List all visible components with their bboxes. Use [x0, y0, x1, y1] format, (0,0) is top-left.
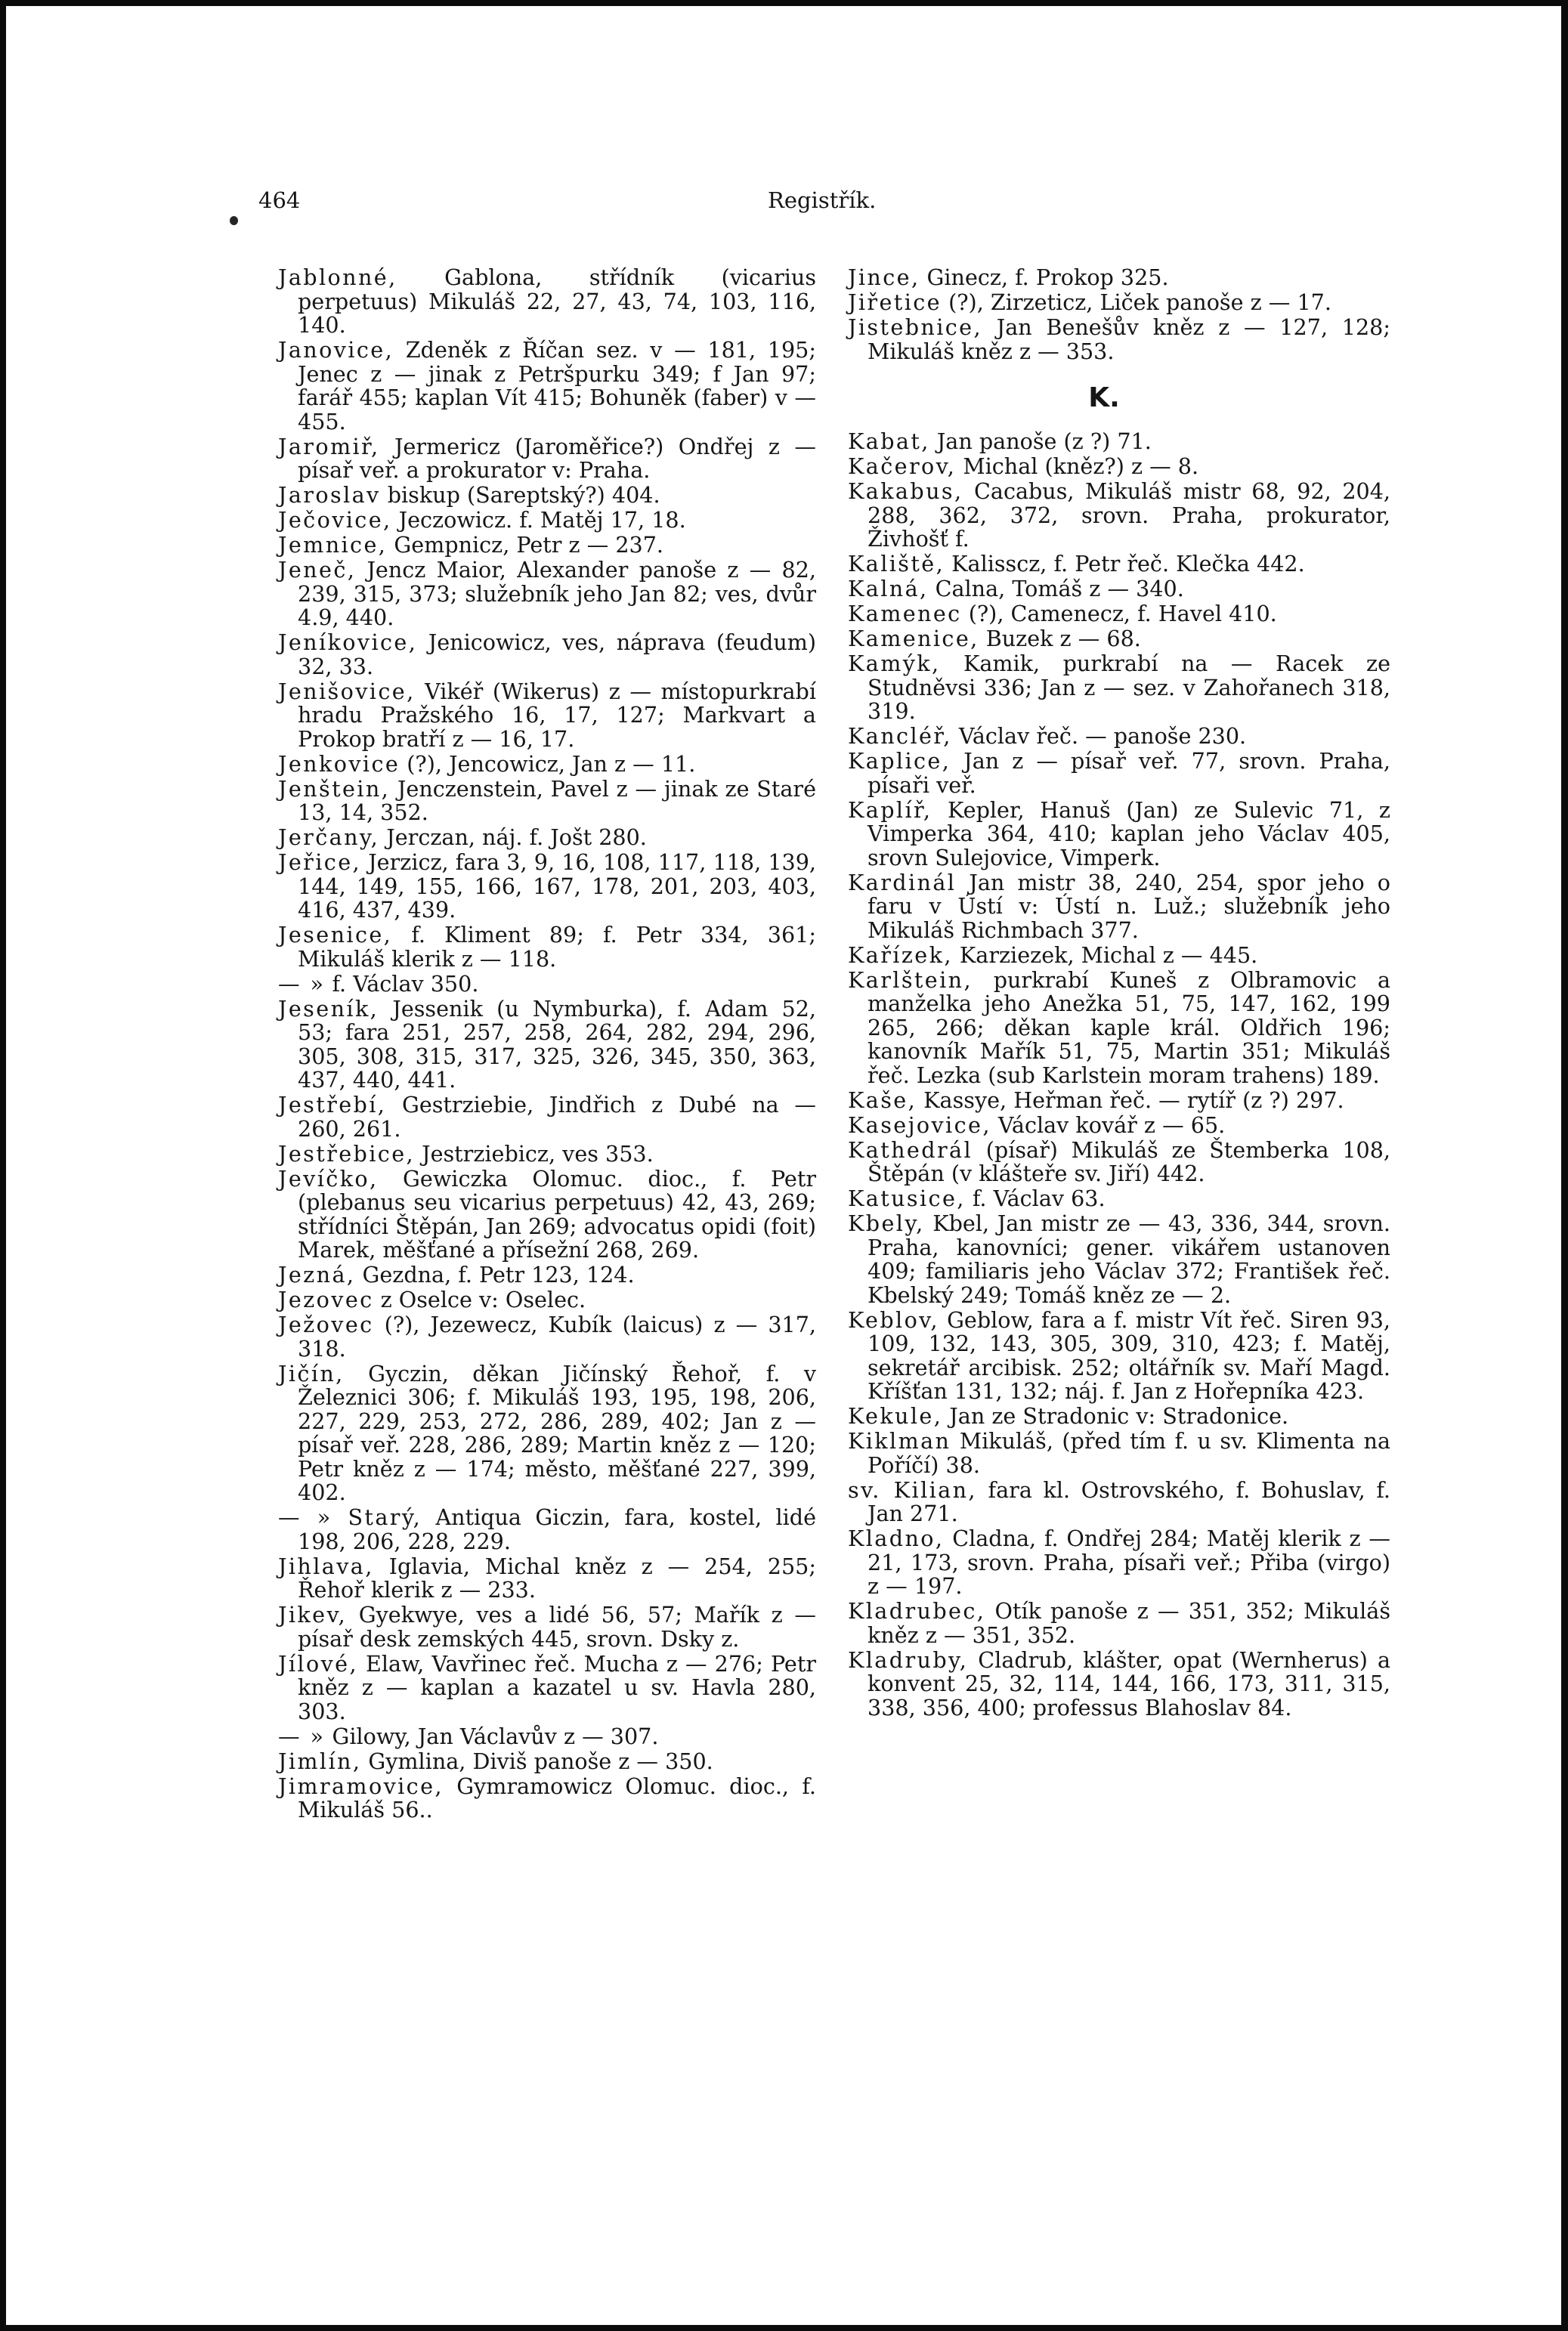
- entry-text: Jenczenstein, Pavel z — jinak ze Staré 13, 14, 352.: [298, 775, 816, 825]
- entry-headword: Kamenec: [848, 601, 962, 626]
- register-entry: [848, 652, 1390, 724]
- register-entry: [848, 430, 1390, 454]
- entry-text: purkrabí Kuneš z Olbramovic a manželka jeho Anežka 51, 75, 147, 162, 199 265, 266; děkan kaple král. Oldřich 196; kanovník Mařík 51, 75, Martin 351; Mikuláš řeč. Lezka (sub Karlstein moram trahens) 189.: [868, 966, 1390, 1088]
- register-entry: [278, 775, 816, 825]
- register-entry: [278, 1555, 816, 1603]
- register-entry: [848, 796, 1390, 870]
- entry-text: Iglavia, Michal kněz z — 254, 255; Řehoř klerik z — 233.: [298, 1553, 816, 1603]
- register-entry: [278, 826, 816, 850]
- register-entry: [848, 455, 1390, 479]
- entry-headword: Kabat,: [848, 428, 930, 454]
- register-entry: [848, 316, 1390, 363]
- left-column: [278, 266, 816, 1823]
- register-entry: [278, 997, 816, 1093]
- entry-text: Jan z — písař veř. 77, srovn. Praha, písaři veř.: [868, 748, 1390, 798]
- entry-text: Kamik, purkrabí na — Racek ze Studněvsi 336; Jan z — sez. v Zahořanech 318, 319.: [868, 651, 1390, 724]
- entry-headword: Kladruby,: [848, 1646, 969, 1673]
- entry-text: Michal (kněz?) z — 8.: [956, 453, 1199, 479]
- register-entry: [278, 1725, 816, 1749]
- register-entry: [278, 923, 816, 971]
- entry-text: Karziezek, Michal z — 445.: [952, 941, 1258, 968]
- entry-headword: — » Starý,: [278, 1504, 422, 1530]
- scan-speck: [230, 216, 238, 225]
- entry-text: Gymlina, Diviš panoše z — 350.: [361, 1748, 713, 1774]
- register-entry: [278, 680, 816, 752]
- entry-headword: Jevíčko,: [278, 1165, 379, 1192]
- entry-text: Cladna, f. Ondřej 284; Matěj klerik z — 21, 173, srovn. Praha, písaři veř.; Přiba (virgo) z — 197.: [868, 1526, 1390, 1599]
- entry-text: z Oselce v: Oselec.: [373, 1287, 586, 1312]
- register-entry: [278, 1506, 816, 1553]
- entry-text: f. Václav 63.: [965, 1186, 1106, 1211]
- entry-text: Ginecz, f. Prokop 325.: [920, 264, 1169, 290]
- entry-headword: Jenštein,: [278, 775, 391, 802]
- entry-headword: Kařízek,: [848, 941, 953, 968]
- entry-text: (?), Camenecz, f. Havel 410.: [961, 601, 1277, 626]
- register-entry: [848, 291, 1390, 315]
- entry-headword: Jaromiř,: [278, 433, 380, 459]
- entry-text: Gestrziebie, Jindřich z Dubé na — 260, 261.: [298, 1092, 816, 1142]
- entry-text: Václav kovář z — 65.: [991, 1111, 1226, 1138]
- register-entry: [848, 627, 1390, 651]
- entry-text: Cacabus, Mikuláš mistr 68, 92, 204, 288, 362, 372, srovn. Praha, prokurator, Živhošť f.: [868, 478, 1390, 552]
- register-entry: [278, 972, 816, 997]
- entry-headword: Kasejovice,: [848, 1111, 991, 1138]
- entry-text: Václav řeč. — panoše 230.: [951, 723, 1247, 749]
- register-entry: [278, 1750, 816, 1774]
- register-entry: [848, 1600, 1390, 1647]
- entry-text: Jencz Maior, Alexander panoše z — 82, 239, 315, 373; služebník jeho Jan 82; ves, dvůr 4.9, 440.: [298, 557, 816, 630]
- register-entry: [848, 1646, 1390, 1720]
- entry-text: Mikuláš, (před tím f. u sv. Klimenta na Poříčí) 38.: [868, 1428, 1390, 1478]
- entry-headword: Jimramovice,: [278, 1773, 444, 1799]
- entry-headword: Jablonné,: [278, 264, 397, 290]
- register-entry: [278, 339, 816, 434]
- entry-text: Calna, Tomáš z — 340.: [928, 576, 1184, 601]
- entry-headword: — »: [278, 970, 326, 997]
- entry-text: Jan panoše (z ?) 71.: [929, 428, 1152, 454]
- register-entry: [278, 533, 816, 558]
- entry-text: f. Václav 350.: [325, 970, 479, 997]
- register-entry: [278, 1142, 816, 1167]
- register-entry: [848, 480, 1390, 552]
- entry-headword: Ježovec: [278, 1312, 374, 1337]
- register-entry: [848, 1089, 1390, 1113]
- entry-headword: Ječovice,: [278, 507, 392, 533]
- entry-text: Jerzicz, fara 3, 9, 16, 108, 117, 118, 139, 144, 149, 155, 166, 167, 178, 201, 203, 403, 416, 437, 439.: [298, 849, 816, 923]
- register-entry: [848, 941, 1390, 968]
- entry-headword: — »: [278, 1723, 326, 1749]
- register-entry: [278, 1093, 816, 1141]
- entry-text: (?), Jencowicz, Jan z — 11.: [400, 750, 696, 777]
- register-entry: [278, 509, 816, 533]
- register-entry: [278, 1775, 816, 1822]
- entry-text: Gempnicz, Petr z — 237.: [387, 532, 664, 558]
- entry-headword: Jestřebí,: [278, 1092, 387, 1118]
- entry-text: Jerczan, náj. f. Jošt 280.: [379, 824, 647, 850]
- entry-text: Vikéř (Wikerus) z — místopurkrabí hradu Pražského 16, 17, 127; Markvart a Prokop bratří z — 16, 17.: [298, 678, 816, 752]
- entry-text: Gewiczka Olomuc. dioc., f. Petr (plebanus seu vicarius perpetuus) 42, 43, 269; střídníci Štěpán, Jan 269; advocatus opidi (foit) Marek, měšťané a přísežní 268, 269.: [298, 1165, 816, 1263]
- entry-text: Jermericz (Jaroměřice?) Ondřej z — písař veř. a prokurator v: Praha.: [298, 433, 816, 483]
- right-column: [848, 266, 1390, 1721]
- entry-headword: Jaroslav: [278, 482, 381, 508]
- entry-text: Jan ze Stradonic v: Stradonice.: [942, 1403, 1289, 1429]
- register-entry: [848, 1212, 1390, 1307]
- entry-text: Kbel, Jan mistr ze — 43, 336, 344, srovn. Praha, kanovníci; gener. vikářem ustanoven 409; familiaris jeho Václav 372; František řeč. Kbelský 249; Tomáš kněz ze — 2.: [868, 1210, 1390, 1308]
- register-entry: [848, 1405, 1390, 1429]
- entry-text: Kepler, Hanuš (Jan) ze Sulevic 71, z Vimperka 364, 410; kaplan jeho Václav 405, srovn Sulejovice, Vimperk.: [868, 796, 1390, 870]
- register-entry: [278, 1288, 816, 1312]
- entry-headword: Kaplíř,: [848, 796, 932, 823]
- register-entry: [278, 435, 816, 483]
- register-entry: [848, 1306, 1390, 1404]
- entry-text: Otík panoše z — 351, 352; Mikuláš kněz z — 351, 352.: [868, 1598, 1390, 1648]
- entry-headword: Kbely,: [848, 1210, 925, 1236]
- entry-headword: Kiklman: [848, 1428, 951, 1454]
- register-entry: [848, 1136, 1390, 1186]
- entry-headword: Jeníkovice,: [278, 629, 418, 655]
- register-entry: [278, 750, 816, 777]
- entry-headword: Jestřebice,: [278, 1140, 416, 1167]
- right-column-j-entries: [848, 266, 1390, 363]
- register-entry: [848, 1527, 1390, 1599]
- entry-text: fara kl. Ostrovského, f. Bohuslav, f. Jan 271.: [868, 1476, 1390, 1526]
- register-entry: [278, 1652, 816, 1724]
- register-entry: [278, 1603, 816, 1651]
- entry-headword: Jince,: [848, 264, 920, 290]
- entry-headword: Kaliště,: [848, 551, 945, 577]
- entry-headword: Kamenice,: [848, 626, 979, 651]
- register-entry: [278, 1362, 816, 1505]
- entry-text: Kassye, Heřman řeč. — rytíř (z ?) 297.: [917, 1087, 1344, 1113]
- entry-text: (?), Zirzeticz, Liček panoše z — 17.: [941, 289, 1331, 315]
- entry-headword: Jezovec: [278, 1287, 374, 1312]
- entry-headword: Jičín,: [278, 1360, 345, 1387]
- register-entry: [278, 1167, 816, 1263]
- register-entry: [278, 558, 816, 630]
- entry-headword: Kaplice,: [848, 748, 951, 774]
- register-entry: [848, 577, 1390, 601]
- entry-text: Gilowy, Jan Václavův z — 307.: [325, 1723, 659, 1749]
- entry-headword: sv. Kilian,: [848, 1476, 977, 1503]
- register-entry: [278, 266, 816, 338]
- entry-text: (písař) Mikuláš ze Štemberka 108, Štěpán (v klášteře sv. Jiří) 442.: [868, 1136, 1390, 1186]
- entry-text: Jan mistr 38, 240, 254, spor jeho o faru v Ústí v: Ústí n. Luž.; služebník jeho Mikuláš Richmbach 377.: [868, 869, 1390, 943]
- entry-headword: Kardinál: [848, 869, 957, 895]
- entry-headword: Karlštein,: [848, 966, 973, 993]
- entry-headword: Kekule,: [848, 1403, 943, 1429]
- register-page: [6, 6, 1561, 2325]
- entry-text: Gymramowicz Olomuc. dioc., f. Mikuláš 56..: [298, 1773, 816, 1822]
- register-entry: [278, 851, 816, 923]
- entry-headword: Jihlava,: [278, 1553, 374, 1579]
- entry-headword: Jistebnice,: [848, 314, 982, 340]
- entry-headword: Jerčany,: [278, 824, 380, 850]
- entry-headword: Jeřice,: [278, 849, 362, 875]
- section-letter-k: K.: [1088, 382, 1120, 413]
- right-column-k-entries: [848, 430, 1390, 1720]
- register-entry: [848, 552, 1390, 577]
- entry-headword: Kačerov,: [848, 453, 957, 479]
- register-entry: [848, 1187, 1390, 1211]
- entry-text: Cladrub, klášter, opat (Wernherus) a konvent 25, 32, 114, 144, 166, 173, 311, 315, 338, 356, 400; professus Blahoslav 84.: [868, 1646, 1390, 1720]
- register-entry: [848, 725, 1390, 749]
- entry-text: (?), Jezewecz, Kubík (laicus) z — 317, 318.: [298, 1312, 816, 1362]
- register-entry: [848, 1430, 1390, 1477]
- entry-text: Zdeněk z Říčan sez. v — 181, 195; Jenec z — jinak z Petršpurku 349; f Jan 97; farář 455; kaplan Vít 415; Bohuněk (faber) v — 455.: [298, 337, 816, 434]
- entry-headword: Keblov,: [848, 1306, 939, 1333]
- register-entry: [848, 266, 1390, 290]
- entry-headword: Katusice,: [848, 1186, 966, 1211]
- entry-headword: Kamýk,: [848, 651, 941, 676]
- register-entry: [278, 1313, 816, 1361]
- entry-headword: Kakabus,: [848, 478, 963, 504]
- entry-text: Gablona, střídník (vicarius perpetuus) Mikuláš 22, 27, 43, 74, 103, 116, 140.: [298, 264, 816, 338]
- entry-headword: Jeseník,: [278, 995, 379, 1022]
- entry-headword: Jimlín,: [278, 1748, 362, 1774]
- entry-text: f. Kliment 89; f. Petr 334, 361; Mikuláš klerik z — 118.: [298, 922, 816, 972]
- entry-text: Gezdna, f. Petr 123, 124.: [355, 1262, 635, 1288]
- entry-headword: Jikev,: [278, 1602, 348, 1628]
- entry-text: Jan Benešův kněz z — 127, 128; Mikuláš kněz z — 353.: [868, 314, 1390, 364]
- entry-text: Gyczin, děkan Jičínský Řehoř, f. v Železnici 306; f. Mikuláš 193, 195, 198, 206, 227, 229, 253, 272, 286, 289, 402; Jan z — písař veř. 228, 286, 289; Martin kněz z — 120; Petr kněz z — 174; město, měšťané 227, 399, 402.: [298, 1360, 816, 1505]
- entry-headword: Jeneč,: [278, 557, 357, 583]
- entry-headword: Jemnice,: [278, 532, 388, 558]
- entry-headword: Jesenice,: [278, 922, 393, 948]
- entry-headword: Kladno,: [848, 1526, 945, 1551]
- register-entry: [278, 631, 816, 679]
- entry-headword: Kaše,: [848, 1087, 917, 1113]
- entry-text: Jenicowicz, ves, náprava (feudum) 32, 33.: [298, 629, 816, 679]
- register-entry: [848, 1111, 1390, 1138]
- page-number: 464: [258, 187, 301, 213]
- running-head: Registřík.: [768, 187, 877, 213]
- entry-headword: Jezná,: [278, 1262, 356, 1288]
- register-entry: [848, 1476, 1390, 1526]
- entry-headword: Kathedrál: [848, 1136, 973, 1163]
- register-entry: [848, 966, 1390, 1088]
- entry-headword: Jenkovice: [278, 750, 401, 777]
- entry-headword: Jenišovice,: [278, 678, 416, 704]
- entry-text: Jessenik (u Nymburka), f. Adam 52, 53; fara 251, 257, 258, 264, 282, 294, 296, 305, 308, 315, 317, 325, 326, 345, 350, 363, 437, 440, 441.: [298, 995, 816, 1093]
- entry-headword: Kladrubec,: [848, 1598, 986, 1624]
- entry-text: Buzek z — 68.: [979, 626, 1141, 651]
- entry-text: Jestrziebicz, ves 353.: [415, 1140, 654, 1167]
- entry-text: Jeczowicz. f. Matěj 17, 18.: [391, 507, 686, 533]
- entry-headword: Kalná,: [848, 576, 929, 601]
- register-entry: [848, 750, 1390, 797]
- register-entry: [278, 1263, 816, 1288]
- entry-text: Antiqua Giczin, fara, kostel, lidé 198, 206, 228, 229.: [298, 1504, 816, 1554]
- register-entry: [278, 484, 816, 508]
- entry-headword: Jílové,: [278, 1650, 358, 1677]
- entry-text: biskup (Sareptský?) 404.: [380, 482, 660, 508]
- register-entry: [848, 871, 1390, 943]
- entry-headword: Kancléř,: [848, 723, 952, 749]
- entry-text: Elaw, Vavřinec řeč. Mucha z — 276; Petr kněz z — kaplan a kazatel u sv. Havla 280, 303.: [298, 1650, 816, 1724]
- entry-text: Geblow, fara a f. mistr Vít řeč. Siren 93, 109, 132, 143, 305, 309, 310, 423; f. Matěj, sekretář arcibisk. 252; oltářník sv. Maří Magd. Kříšťan 131, 132; náj. f. Jan z Hořepníka 423.: [868, 1306, 1390, 1404]
- entry-text: Kalisscz, f. Petr řeč. Klečka 442.: [945, 551, 1305, 577]
- entry-headword: Janovice,: [278, 337, 394, 363]
- entry-headword: Jiřetice: [848, 289, 942, 315]
- register-entry: [848, 602, 1390, 626]
- entry-text: Gyekwye, ves a lidé 56, 57; Mařík z — písař desk zemských 445, srovn. Dsky z.: [298, 1602, 816, 1652]
